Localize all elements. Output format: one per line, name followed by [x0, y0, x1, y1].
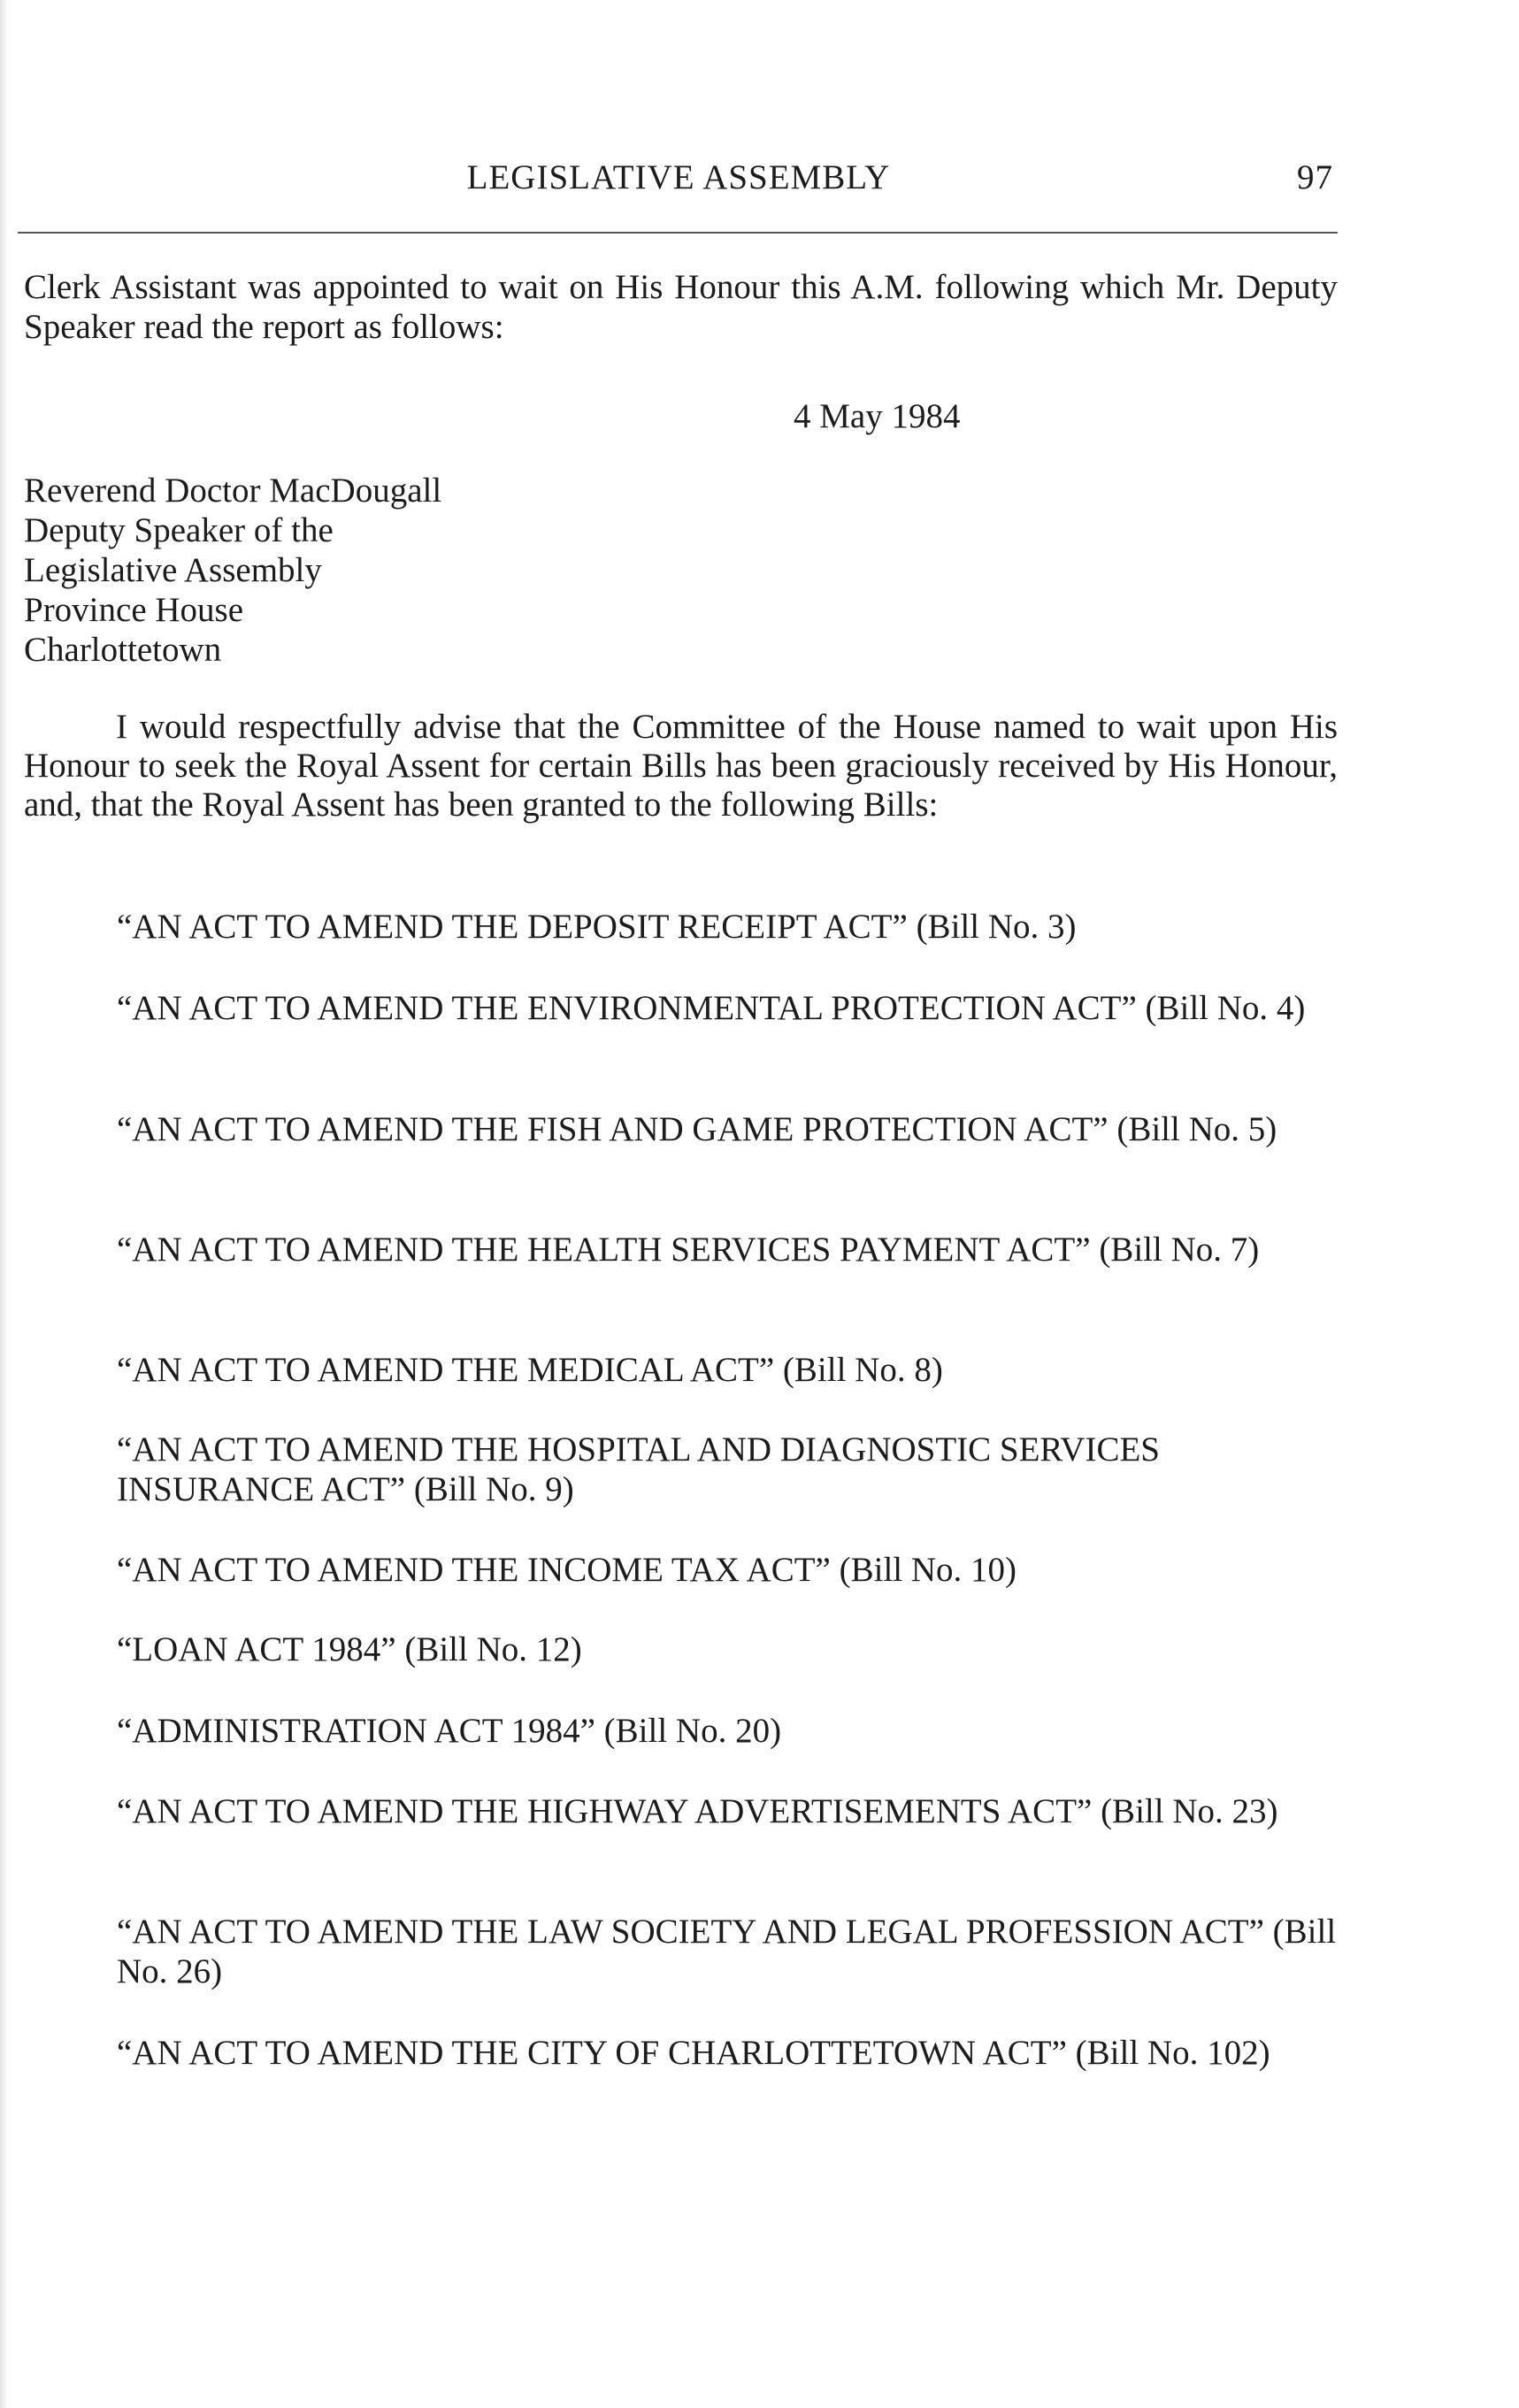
bill-entry: “AN ACT TO AMEND THE ENVIRONMENTAL PROTECTION ACT” (Bill No. 4) [117, 989, 1306, 1027]
intro-paragraph: Clerk Assistant was appointed to wait on His Honour this A.M. following which Mr. Deputy Speaker read the report as follows: [24, 268, 1338, 346]
address-line: Province House [24, 591, 244, 629]
bill-entry: “AN ACT TO AMEND THE HOSPITAL AND DIAGNOSTIC SERVICES INSURANCE ACT” (Bill No. 9) [117, 1430, 1160, 1508]
bill-entry: “AN ACT TO AMEND THE LAW SOCIETY AND LEGAL PROFESSION ACT” (Bill No. 26) [117, 1913, 1337, 1990]
address-line: Deputy Speaker of the [24, 511, 334, 549]
bill-entry: “AN ACT TO AMEND THE INCOME TAX ACT” (Bill No. 10) [117, 1551, 1017, 1589]
bill-entry: “AN ACT TO AMEND THE CITY OF CHARLOTTETOWN ACT” (Bill No. 102) [117, 2034, 1270, 2072]
header-rule [18, 232, 1338, 234]
address-line: Legislative Assembly [24, 551, 322, 589]
running-header [24, 157, 1333, 203]
letter-address [24, 471, 441, 670]
bill-entry: “AN ACT TO AMEND THE HEALTH SERVICES PAYMENT ACT” (Bill No. 7) [117, 1231, 1260, 1269]
bill-entry: “AN ACT TO AMEND THE HIGHWAY ADVERTISEMENTS ACT” (Bill No. 23) [117, 1792, 1278, 1830]
bill-entry: “LOAN ACT 1984” (Bill No. 12) [117, 1630, 582, 1668]
bill-entry: “AN ACT TO AMEND THE FISH AND GAME PROTECTION ACT” (Bill No. 5) [117, 1110, 1277, 1148]
bill-entry: “ADMINISTRATION ACT 1984” (Bill No. 20) [117, 1712, 782, 1750]
page-number: 97 [1297, 158, 1333, 196]
page-edge-shadow [0, 0, 9, 2408]
bill-entry: “AN ACT TO AMEND THE DEPOSIT RECEIPT ACT” (Bill No. 3) [117, 908, 1077, 946]
address-line: Reverend Doctor MacDougall [24, 472, 442, 510]
bill-entry: “AN ACT TO AMEND THE MEDICAL ACT” (Bill No. 8) [117, 1351, 943, 1389]
letter-paragraph: I would respectfully advise that the Committee of the House named to wait upon His Honour to seek the Royal Assent for certain Bills has been graciously received by His Honour, and, that the Royal Assent has been granted to the following Bills: [24, 708, 1338, 824]
letter-date: 4 May 1984 [794, 397, 961, 435]
address-line: Charlottetown [24, 631, 222, 669]
running-title: LEGISLATIVE ASSEMBLY [466, 158, 891, 196]
